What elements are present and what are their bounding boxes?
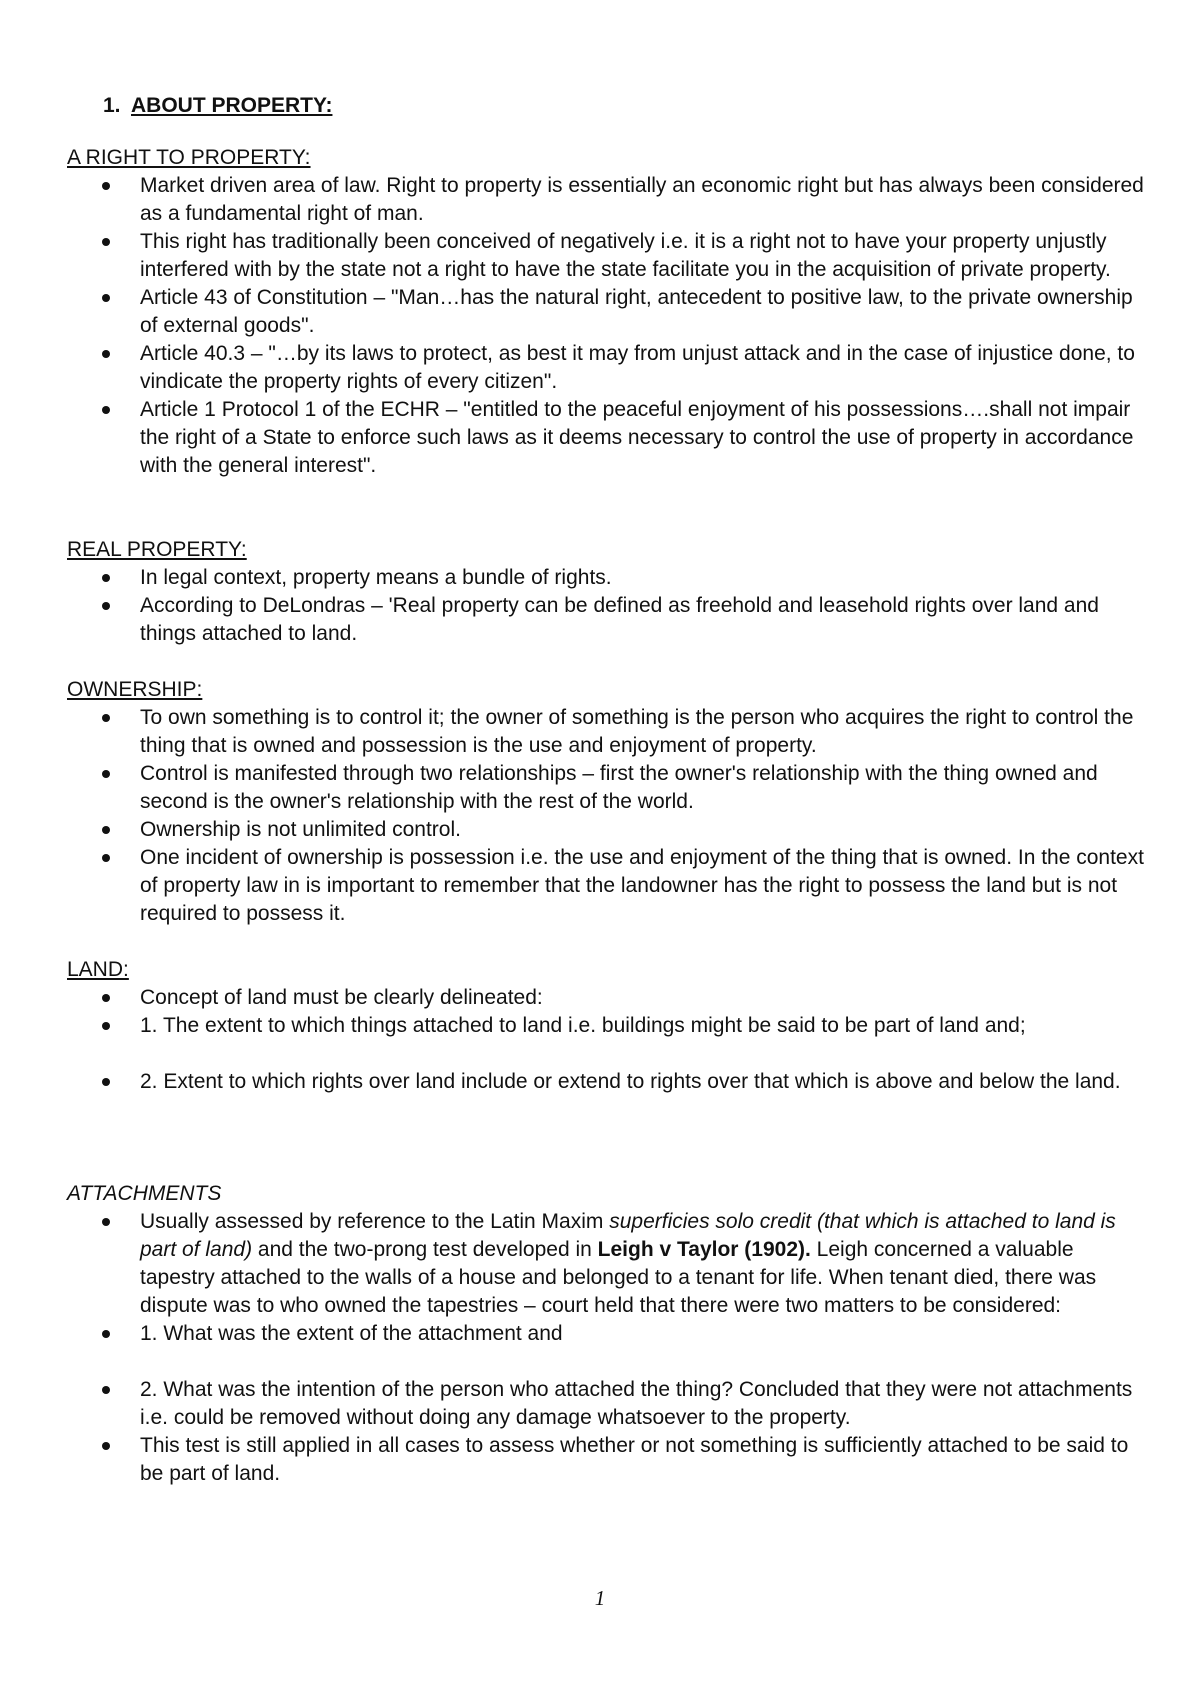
bullet-list [67,704,1147,928]
bullet-icon [102,714,110,722]
bullet-list [67,1208,1147,1488]
bullet-icon [102,294,110,302]
section-attachments [67,1180,1147,1488]
bullet-icon [102,602,110,610]
heading-number: 1. [103,94,121,117]
bullet-icon [102,1330,110,1338]
list-item: Concept of land must be clearly delineated: [67,984,1147,1012]
heading-text: ABOUT PROPERTY: [131,94,333,117]
bullet-icon [102,350,110,358]
bullet-icon [102,854,110,862]
bullet-icon [102,574,110,582]
list-item: Usually assessed by reference to the Latin Maxim superficies solo credit (that which is attached to land is part of land) and the two-prong test developed in Leigh v Taylor (1902). Leigh concerned a valuable tapestry attached to the walls of a house and belonged to a tenant for life. When tenant died, there was dispute was to who owned the tapestries – court held that there were two matters to be considered: [67,1208,1147,1320]
bullet-icon [102,182,110,190]
list-item: Article 40.3 – "…by its laws to protect, as best it may from unjust attack and in the case of injustice done, to vindicate the property rights of every citizen". [67,340,1147,396]
case-name: Leigh v Taylor (1902). [597,1238,811,1261]
section-ownership [67,676,1147,928]
list-item: 1. What was the extent of the attachment and [67,1320,1147,1348]
list-item: To own something is to control it; the owner of something is the person who acquires the right to control the thing that is owned and possession is the use and enjoyment of property. [67,704,1147,760]
section-land [67,956,1147,1096]
latin-maxim: superficies solo credit (that which is attached to land is part of land) [140,1210,1116,1261]
list-item: Article 1 Protocol 1 of the ECHR – "entitled to the peaceful enjoyment of his possessions….shall not impair the right of a State to enforce such laws as it deems necessary to control the use of property in accordance with the general interest". [67,396,1147,480]
list-item: According to DeLondras – 'Real property can be defined as freehold and leasehold rights over land and things attached to land. [67,592,1147,648]
bullet-list [67,564,1147,648]
list-item: This test is still applied in all cases to assess whether or not something is sufficiently attached to be said to be part of land. [67,1432,1147,1488]
bullet-icon [102,1078,110,1086]
list-item: 1. The extent to which things attached to land i.e. buildings might be said to be part of land and; [67,1012,1147,1040]
bullet-icon [102,1022,110,1030]
section-title: OWNERSHIP: [67,678,203,701]
section-title: ATTACHMENTS [67,1182,222,1205]
section-title: REAL PROPERTY: [67,538,247,561]
list-item: In legal context, property means a bundle of rights. [67,564,1147,592]
section-real-property [67,536,1147,648]
list-item: Ownership is not unlimited control. [67,816,1147,844]
bullet-icon [102,238,110,246]
section-title: A RIGHT TO PROPERTY: [67,146,311,169]
bullet-icon [102,406,110,414]
list-item: 2. What was the intention of the person who attached the thing? Concluded that they were not attachments i.e. could be removed without doing any damage whatsoever to the property. [67,1376,1147,1432]
bullet-icon [102,1218,110,1226]
list-item: 2. Extent to which rights over land include or extend to rights over that which is above and below the land. [67,1068,1147,1096]
bullet-list [67,984,1147,1096]
section-title: LAND: [67,958,129,981]
main-heading [103,92,332,120]
list-item: Market driven area of law. Right to property is essentially an economic right but has always been considered as a fundamental right of man. [67,172,1147,228]
list-item: One incident of ownership is possession i.e. the use and enjoyment of the thing that is owned. In the context of property law in is important to remember that the landowner has the right to possess the land but is not required to possess it. [67,844,1147,928]
bullet-icon [102,1386,110,1394]
bullet-icon [102,994,110,1002]
bullet-list [67,172,1147,480]
list-item: Control is manifested through two relationships – first the owner's relationship with the thing owned and second is the owner's relationship with the rest of the world. [67,760,1147,816]
bullet-icon [102,770,110,778]
section-right-to-property [67,144,1147,480]
list-item: This right has traditionally been conceived of negatively i.e. it is a right not to have your property unjustly interfered with by the state not a right to have the state facilitate you in the acquisition of private property. [67,228,1147,284]
list-item: Article 43 of Constitution – "Man…has the natural right, antecedent to positive law, to the private ownership of external goods". [67,284,1147,340]
page-number: 1 [594,1586,606,1610]
bullet-icon [102,1442,110,1450]
bullet-icon [102,826,110,834]
